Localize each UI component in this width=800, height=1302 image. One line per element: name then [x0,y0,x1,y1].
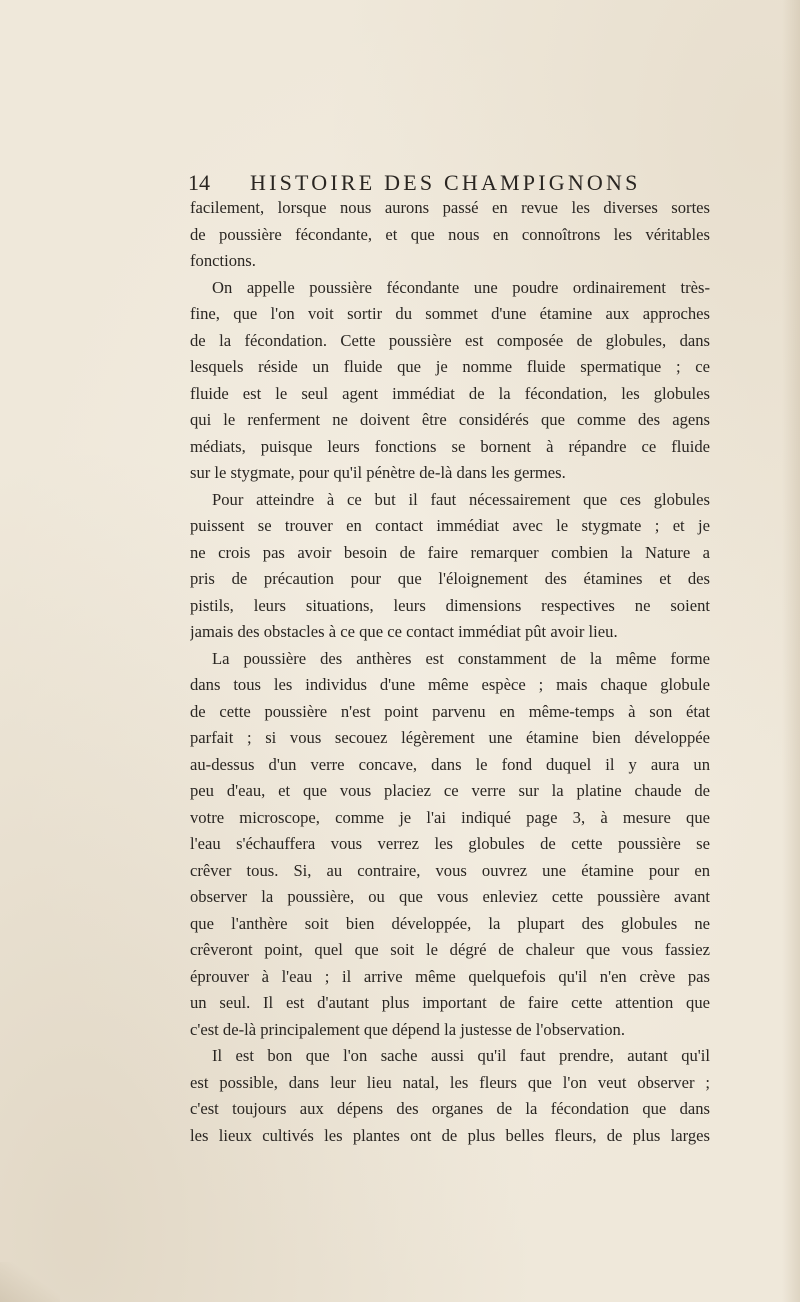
text-line: lesquels réside un fluide que je nomme fluide spermatique ; ce [190,357,710,376]
text-line: médiats, puisque leurs fonctions se bornent à répandre ce fluide [190,436,710,456]
text-line: au-dessus d'un verre concave, dans le fond duquel il y aura un [190,754,710,774]
text-line: observer la poussière, ou que vous enleviez cette poussière avant [190,887,710,906]
page-corner-crease [0,1262,60,1302]
text-line: qui le renferment ne doivent être considérés que comme des agens [190,410,710,429]
text-line: sur le stygmate, pour qu'il pénètre de-là dans les germes. [190,463,566,482]
text-line: votre microscope, comme je l'ai indiqué page 3, à mesure que [190,807,710,827]
page-fold-shade [782,0,800,1302]
page-header [188,170,718,198]
text-line: de poussière fécondante, et que nous en connoîtrons les véritables [190,224,710,244]
text-line: fluide est le seul agent immédiat de la fécondation, les globules [190,383,710,403]
text-line: On appelle poussière fécondante une poudre ordinairement très- [212,277,710,297]
body-text [190,195,710,1149]
text-line: pistils, leurs situations, leurs dimensions respectives ne soient [190,595,710,615]
text-line: ne crois pas avoir besoin de faire remarquer combien la Nature a [190,542,710,562]
text-line: les lieux cultivés les plantes ont de plus belles fleurs, de plus larges [190,1125,710,1145]
text-line: c'est de-là principalement que dépend la justesse de l'observation. [190,1019,625,1039]
text-line: est possible, dans leur lieu natal, les fleurs que l'on veut observer ; [190,1072,710,1092]
page-number: 14 [188,170,210,195]
text-line: parfait ; si vous secouez légèrement une étamine bien développée [190,728,710,747]
text-line: crêver tous. Si, au contraire, vous ouvrez une étamine pour en [190,860,710,880]
text-line: un seul. Il est d'autant plus important de faire cette attention que [190,993,710,1012]
text-line: crêveront point, quel que soit le dégré de chaleur que vous fassiez [190,940,710,959]
running-title: HISTOIRE DES CHAMPIGNONS [250,170,641,195]
text-line: Il est bon que l'on sache aussi qu'il faut prendre, autant qu'il [212,1046,710,1065]
text-line: que l'anthère soit bien développée, la plupart des globules ne [190,913,710,933]
text-line: puissent se trouver en contact immédiat avec le stygmate ; et je [190,516,710,535]
text-line: de cette poussière n'est point parvenu en même-temps à son état [190,701,710,721]
text-line: La poussière des anthères est constamment de la même forme [212,648,710,668]
text-line: éprouver à l'eau ; il arrive même quelquefois qu'il n'en crève pas [190,966,710,986]
text-line: dans tous les individus d'une même espèce ; mais chaque globule [190,675,710,694]
text-line: pris de précaution pour que l'éloignement des étamines et des [190,569,710,588]
text-line: jamais des obstacles à ce que ce contact immédiat pût avoir lieu. [190,622,618,641]
text-line: fine, que l'on voit sortir du sommet d'une étamine aux approches [190,304,710,323]
text-line: de la fécondation. Cette poussière est composée de globules, dans [190,330,710,350]
text-line: fonctions. [190,251,256,270]
text-line: Pour atteindre à ce but il faut nécessairement que ces globules [212,489,710,509]
text-line: l'eau s'échauffera vous verrez les globules de cette poussière se [190,834,710,853]
text-line: facilement, lorsque nous aurons passé en revue les diverses sortes [190,198,710,217]
text-line: peu d'eau, et que vous placiez ce verre sur la platine chaude de [190,781,710,800]
text-line: c'est toujours aux dépens des organes de la fécondation que dans [190,1099,710,1118]
